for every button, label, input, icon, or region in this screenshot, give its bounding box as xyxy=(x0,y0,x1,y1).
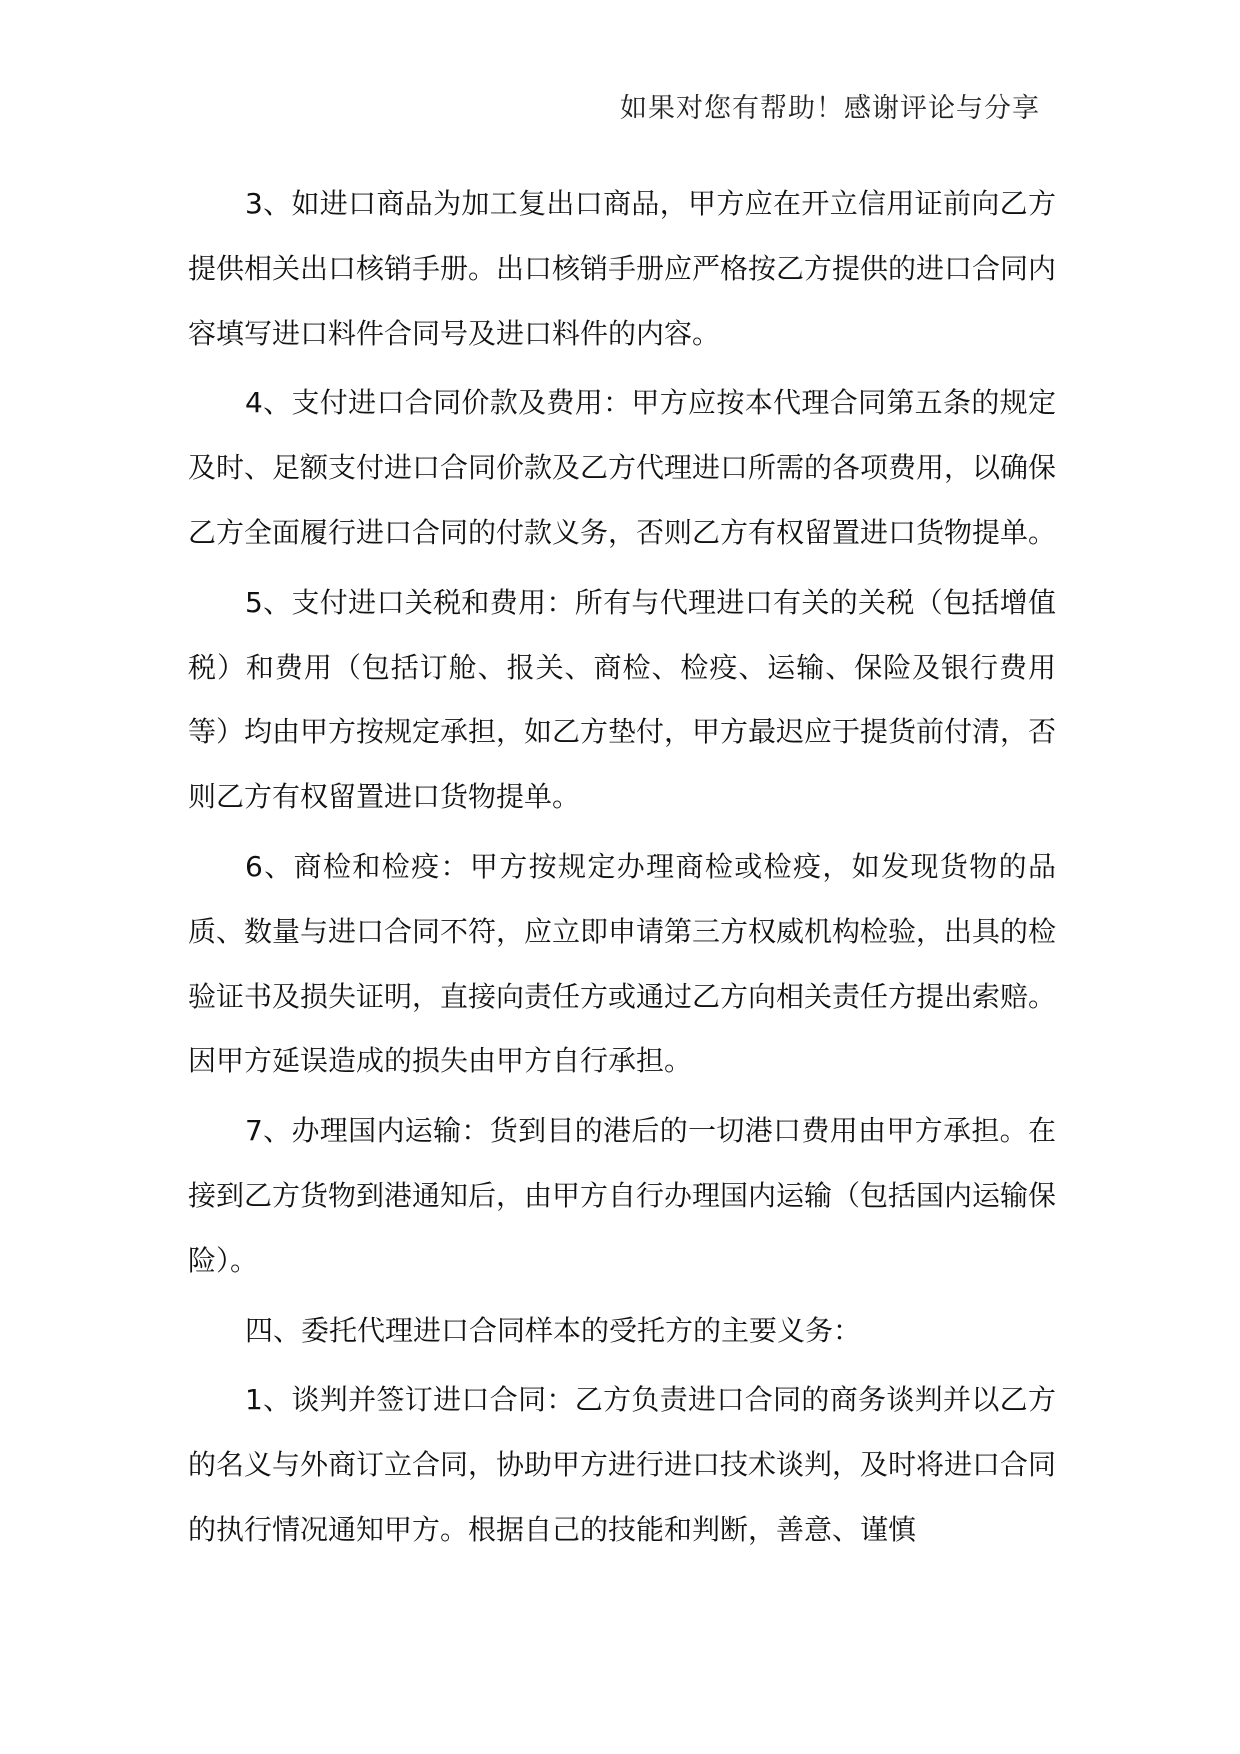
paragraph-clause-7: 7、办理国内运输：货到目的港后的一切港口费用由甲方承担。在接到乙方货物到港通知后，由甲方自行办理国内运输（包括国内运输保险）。 xyxy=(188,1114,1057,1277)
paragraph-clause-6: 6、商检和检疫：甲方按规定办理商检或检疫，如发现货物的品质、数量与进口合同不符，应立即申请第三方权威机构检验，出具的检验证书及损失证明，直接向责任方或通过乙方向相关责任方提出索赔。因甲方延误造成的损失由甲方自行承担。 xyxy=(188,849,1057,1078)
document-body xyxy=(188,172,1056,1568)
paragraph-clause-4: 4、支付进口合同价款及费用：甲方应按本代理合同第五条的规定及时、足额支付进口合同价款及乙方代理进口所需的各项费用，以确保乙方全面履行进口合同的付款义务，否则乙方有权留置进口货物提单。 xyxy=(188,386,1057,549)
header-note: 如果对您有帮助！感谢评论与分享 xyxy=(620,93,1040,124)
paragraph-obligation-1: 1、谈判并签订进口合同：乙方负责进口合同的商务谈判并以乙方的名义与外商订立合同，协助甲方进行进口技术谈判，及时将进口合同的执行情况通知甲方。根据自己的技能和判断，善意、谨慎 xyxy=(188,1383,1057,1546)
paragraph-clause-3: 3、如进口商品为加工复出口商品，甲方应在开立信用证前向乙方提供相关出口核销手册。出口核销手册应严格按乙方提供的进口合同内容填写进口料件合同号及进口料件的内容。 xyxy=(188,187,1057,350)
paragraph-clause-5: 5、支付进口关税和费用：所有与代理进口有关的关税（包括增值税）和费用（包括订舱、报关、商检、检疫、运输、保险及银行费用等）均由甲方按规定承担，如乙方垫付，甲方最迟应于提货前付清，否则乙方有权留置进口货物提单。 xyxy=(188,585,1057,814)
section-heading-4: 四、委托代理进口合同样本的受托方的主要义务： xyxy=(245,1313,862,1347)
